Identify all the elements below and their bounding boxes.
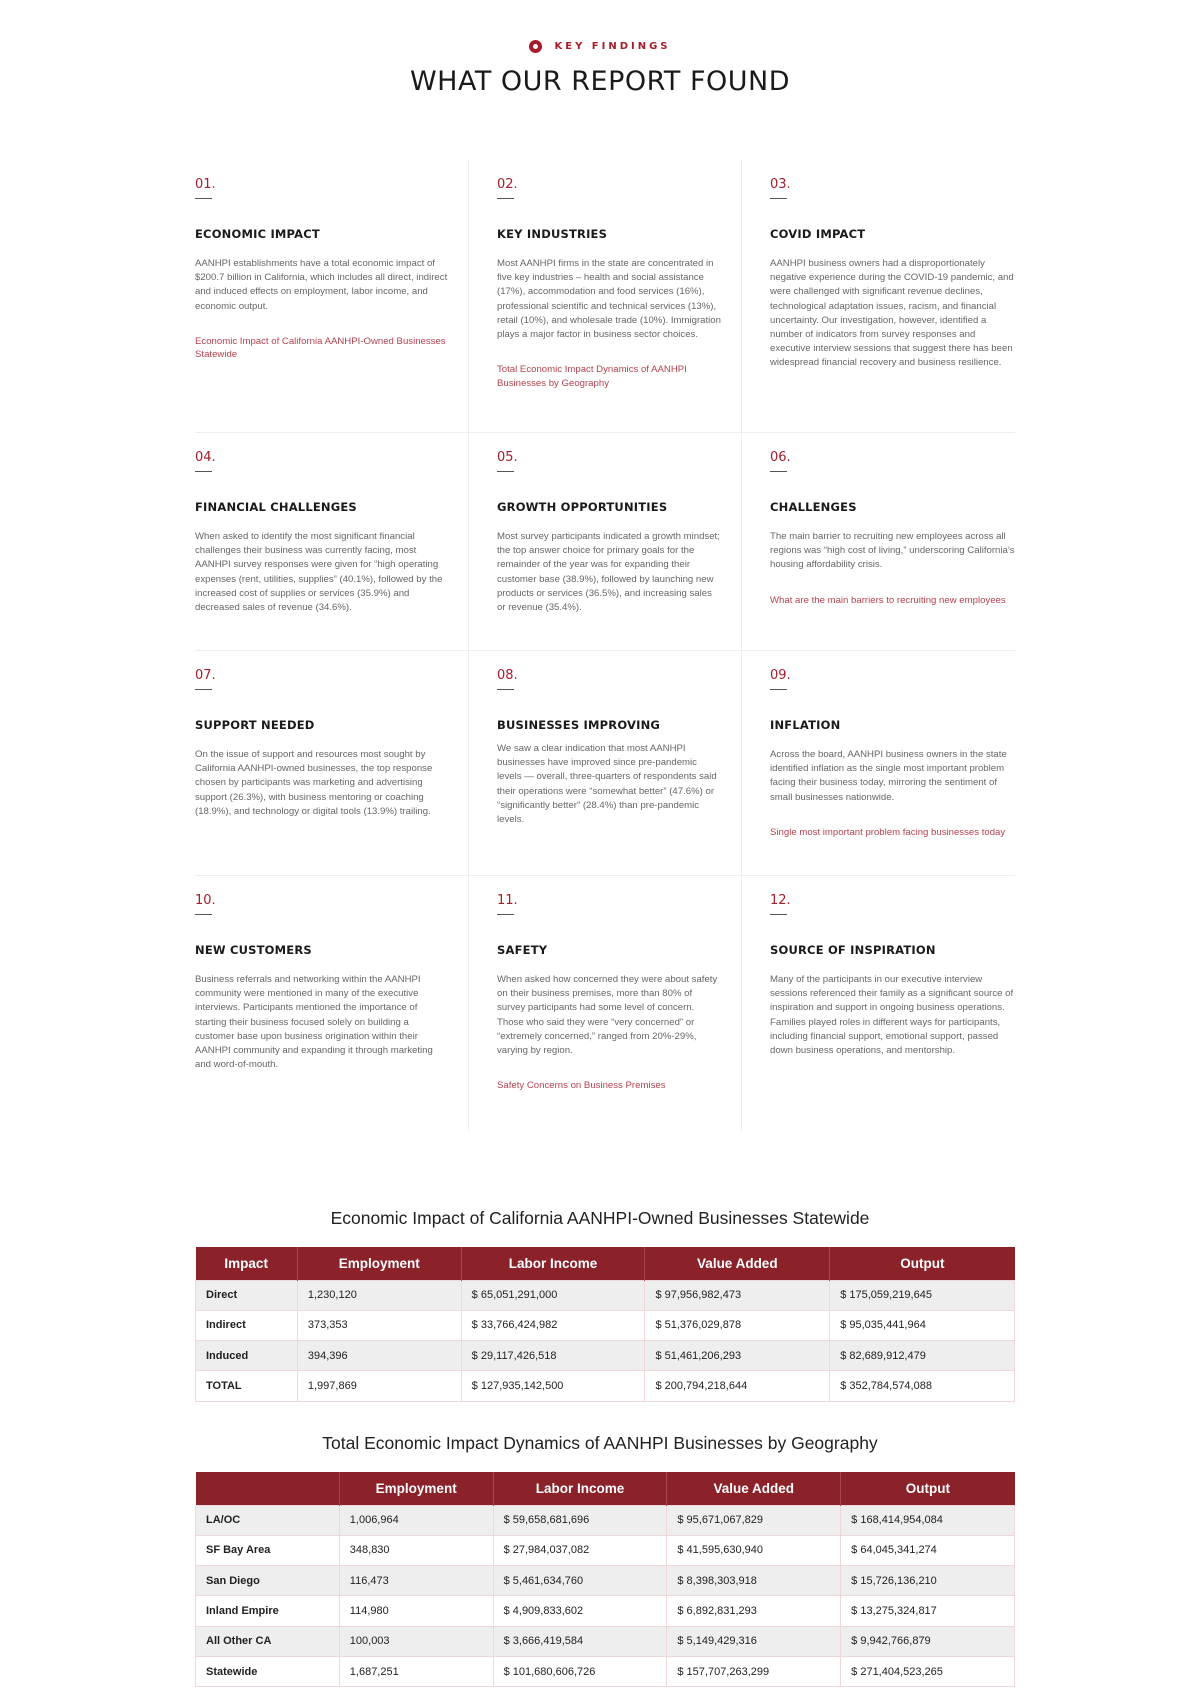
finding-card [742, 433, 1015, 650]
table-cell: $ 41,595,630,940 [667, 1535, 841, 1565]
table-row [196, 1535, 1015, 1565]
finding-number: 12. [770, 893, 791, 908]
finding-body: Across the board, AANHPI business owners in the state identified inflation as the single most important problem facing their business today, mirroring the sentiment of small businesses nationwide. [770, 749, 1007, 803]
finding-title: ECONOMIC IMPACT [195, 227, 320, 241]
column-header: Impact [196, 1247, 298, 1280]
table-row [196, 1505, 1015, 1535]
table-cell: $ 127,935,142,500 [461, 1371, 645, 1401]
finding-card [469, 876, 742, 1131]
column-header [196, 1472, 340, 1505]
finding-card [742, 160, 1015, 432]
row-label: San Diego [196, 1566, 340, 1596]
finding-body: Many of the participants in our executive interview sessions referenced their family as a significant source of inspiration and support in ongoing business operations. Families played roles in different ways for participants, including financial support, emotional support, passed down business operations, and mentorship. [770, 974, 1014, 1057]
finding-link[interactable]: Single most important problem facing businesses today [770, 826, 1006, 838]
finding-number: 09. [770, 668, 791, 683]
table-cell: 100,003 [339, 1626, 493, 1656]
table-cell: $ 51,461,206,293 [645, 1341, 830, 1371]
finding-body: The main barrier to recruiting new employees across all regions was “high cost of living,” underscoring California’s housing affordability crisis. [770, 531, 1015, 571]
number-underline [497, 689, 514, 690]
geography-impact-table [195, 1472, 1015, 1687]
table-cell: $ 64,045,341,274 [841, 1535, 1015, 1565]
column-header: Value Added [645, 1247, 830, 1280]
finding-body: We saw a clear indication that most AANHPI businesses have improved since pre-pandemic levels — overall, three-quarters of respondents said their operations were “somewhat better” (47.6%) or “significantly better” (28.4%) than pre-pandemic levels. [497, 743, 717, 826]
row-label: LA/OC [196, 1505, 340, 1535]
row-label: SF Bay Area [196, 1535, 340, 1565]
section-eyebrow [0, 40, 1200, 53]
table-row [196, 1371, 1015, 1401]
page-title: WHAT OUR REPORT FOUND [409, 66, 791, 97]
column-header: Output [841, 1472, 1015, 1505]
finding-title: SAFETY [497, 943, 548, 957]
table-cell: 1,997,869 [297, 1371, 461, 1401]
row-label: Inland Empire [196, 1596, 340, 1626]
finding-number: 05. [497, 450, 518, 465]
table-cell: $ 157,707,263,299 [667, 1656, 841, 1686]
table-cell: 1,687,251 [339, 1656, 493, 1686]
finding-title: SOURCE OF INSPIRATION [770, 943, 936, 957]
finding-number: 07. [195, 668, 216, 683]
finding-number: 03. [770, 177, 791, 192]
table-row [196, 1310, 1015, 1340]
findings-row [195, 160, 1015, 433]
column-header: Employment [297, 1247, 461, 1280]
table-cell: $ 101,680,606,726 [493, 1656, 667, 1686]
finding-title: INFLATION [770, 718, 841, 732]
number-underline [770, 689, 787, 690]
finding-card [742, 876, 1015, 1131]
table-cell: $ 33,766,424,982 [461, 1310, 645, 1340]
finding-body: When asked how concerned they were about safety on their business premises, more than 80% of survey participants had some level of concern. Those who said they were “very concerned” or “extremely concerned,” ranged from 20%-29%, varying by region. [497, 974, 718, 1057]
finding-number: 11. [497, 893, 518, 908]
table-cell: $ 95,035,441,964 [830, 1310, 1015, 1340]
finding-title: KEY INDUSTRIES [497, 227, 608, 241]
row-label: Indirect [196, 1310, 298, 1340]
column-header: Value Added [667, 1472, 841, 1505]
table-row [196, 1656, 1015, 1686]
row-label: TOTAL [196, 1371, 298, 1401]
table-cell: $ 9,942,766,879 [841, 1626, 1015, 1656]
finding-link[interactable]: What are the main barriers to recruiting new employees [770, 594, 1006, 606]
findings-row [195, 433, 1015, 651]
column-header: Labor Income [493, 1472, 667, 1505]
statewide-table-title: Economic Impact of California AANHPI-Owned Businesses Statewide [330, 1208, 870, 1228]
row-label: All Other CA [196, 1626, 340, 1656]
table-cell: $ 51,376,029,878 [645, 1310, 830, 1340]
eyebrow-label: KEY FINDINGS [554, 41, 671, 52]
table-cell: 373,353 [297, 1310, 461, 1340]
table-cell: $ 65,051,291,000 [461, 1280, 645, 1310]
table-row [196, 1566, 1015, 1596]
circle-ring-icon [529, 40, 542, 53]
findings-row [195, 651, 1015, 876]
row-label: Statewide [196, 1656, 340, 1686]
table-cell: $ 13,275,324,817 [841, 1596, 1015, 1626]
findings-row [195, 876, 1015, 1131]
number-underline [497, 198, 514, 199]
finding-number: 02. [497, 177, 518, 192]
finding-card [742, 651, 1015, 875]
findings-grid [195, 160, 1015, 1131]
table-header-row [196, 1247, 1015, 1280]
finding-body: AANHPI business owners had a disproportionately negative experience during the COVID-19 pandemic, and were challenged with significant revenue declines, technological adaptation issues, racism, and financial uncertainty. Our investigation, however, identified a number of indicators from survey responses and executive interview sessions that suggest there has been widespread financial recovery and business resilience. [770, 258, 1014, 369]
table-cell: $ 59,658,681,696 [493, 1505, 667, 1535]
finding-card [195, 651, 469, 875]
table-cell: $ 97,956,982,473 [645, 1280, 830, 1310]
finding-title: CHALLENGES [770, 500, 857, 514]
finding-title: GROWTH OPPORTUNITIES [497, 500, 668, 514]
finding-body: Most AANHPI firms in the state are concentrated in five key industries – health and social assistance (17%), accommodation and food services (16%), professional scientific and technical services (13%), retail (10%), and wholesale trade (10%). Immigration plays a major factor in business sector choices. [497, 258, 721, 341]
table-cell: 394,396 [297, 1341, 461, 1371]
finding-card [195, 160, 469, 432]
table-cell: $ 168,414,954,084 [841, 1505, 1015, 1535]
number-underline [195, 914, 212, 915]
finding-number: 08. [497, 668, 518, 683]
table-cell: $ 15,726,136,210 [841, 1566, 1015, 1596]
number-underline [770, 914, 787, 915]
column-header: Employment [339, 1472, 493, 1505]
finding-card [469, 651, 742, 875]
row-label: Induced [196, 1341, 298, 1371]
finding-link[interactable]: Safety Concerns on Business Premises [497, 1080, 666, 1092]
row-label: Direct [196, 1280, 298, 1310]
finding-title: COVID IMPACT [770, 227, 866, 241]
finding-body: Most survey participants indicated a growth mindset; the top answer choice for primary goals for the remainder of the year was for expanding their customer base (38.9%), followed by launching new products or services (36.5%), and increasing sales or revenue (35.4%). [497, 531, 720, 614]
table-cell: $ 8,398,303,918 [667, 1566, 841, 1596]
finding-title: BUSINESSES IMPROVING [497, 718, 661, 732]
finding-number: 01. [195, 177, 216, 192]
table-cell: $ 82,689,912,479 [830, 1341, 1015, 1371]
finding-card [195, 876, 469, 1131]
column-header: Output [830, 1247, 1015, 1280]
table-cell: $ 27,984,037,082 [493, 1535, 667, 1565]
finding-body: When asked to identify the most significant financial challenges their business was currently facing, most AANHPI survey responses were given for “high operating expenses (rent, utilities, supplies” (40.1%), followed by the increased cost of supplies or services (35.9%) and decreased sales of revenue (34.6%). [195, 531, 443, 614]
finding-link[interactable]: Total Economic Impact Dynamics of AANHPI Businesses by Geography [497, 364, 687, 389]
table-cell: $ 5,149,429,316 [667, 1626, 841, 1656]
number-underline [195, 471, 212, 472]
table-row [196, 1596, 1015, 1626]
table-cell: $ 200,794,218,644 [645, 1371, 830, 1401]
column-header: Labor Income [461, 1247, 645, 1280]
table-header-row [196, 1472, 1015, 1505]
table-row [196, 1626, 1015, 1656]
number-underline [770, 471, 787, 472]
finding-number: 10. [195, 893, 216, 908]
table-cell: 116,473 [339, 1566, 493, 1596]
table-cell: $ 5,461,634,760 [493, 1566, 667, 1596]
finding-link[interactable]: Economic Impact of California AANHPI-Owned Businesses Statewide [195, 335, 446, 361]
table-cell: 348,830 [339, 1535, 493, 1565]
table-cell: $ 95,671,067,829 [667, 1505, 841, 1535]
number-underline [770, 198, 787, 199]
finding-number: 04. [195, 450, 216, 465]
table-cell: $ 6,892,831,293 [667, 1596, 841, 1626]
finding-body: AANHPI establishments have a total economic impact of $200.7 billion in California, which includes all direct, indirect and induced effects on employment, labor income, and economic output. [195, 258, 448, 312]
number-underline [195, 689, 212, 690]
finding-body: Business referrals and networking within the AANHPI community were mentioned in many of the executive interviews. Participants mentioned the importance of starting their business focused solely on building a customer base upon business origination within their AANHPI community and expanding it through marketing and word-of-mouth. [195, 974, 433, 1071]
table-row [196, 1341, 1015, 1371]
finding-title: SUPPORT NEEDED [195, 718, 315, 732]
finding-number: 06. [770, 450, 791, 465]
table-cell: $ 352,784,574,088 [830, 1371, 1015, 1401]
statewide-impact-table [195, 1247, 1015, 1402]
finding-card [195, 433, 469, 650]
table-cell: $ 271,404,523,265 [841, 1656, 1015, 1686]
table-cell: 1,230,120 [297, 1280, 461, 1310]
finding-card [469, 433, 742, 650]
number-underline [497, 471, 514, 472]
finding-title: NEW CUSTOMERS [195, 943, 312, 957]
finding-card [469, 160, 742, 432]
table-cell: $ 3,666,419,584 [493, 1626, 667, 1656]
table-cell: 1,006,964 [339, 1505, 493, 1535]
number-underline [497, 914, 514, 915]
finding-title: FINANCIAL CHALLENGES [195, 500, 357, 514]
table-row [196, 1280, 1015, 1310]
geography-table-title: Total Economic Impact Dynamics of AANHPI Businesses by Geography [322, 1433, 878, 1453]
number-underline [195, 198, 212, 199]
table-cell: 114,980 [339, 1596, 493, 1626]
table-cell: $ 29,117,426,518 [461, 1341, 645, 1371]
table-cell: $ 175,059,219,645 [830, 1280, 1015, 1310]
finding-body: On the issue of support and resources most sought by California AANHPI-owned businesses, the top response chosen by participants was marketing and advertising support (26.3%), with business mentoring or coaching (18.9%), and technology or digital tools (13.9%) trailing. [195, 749, 433, 817]
table-cell: $ 4,909,833,602 [493, 1596, 667, 1626]
